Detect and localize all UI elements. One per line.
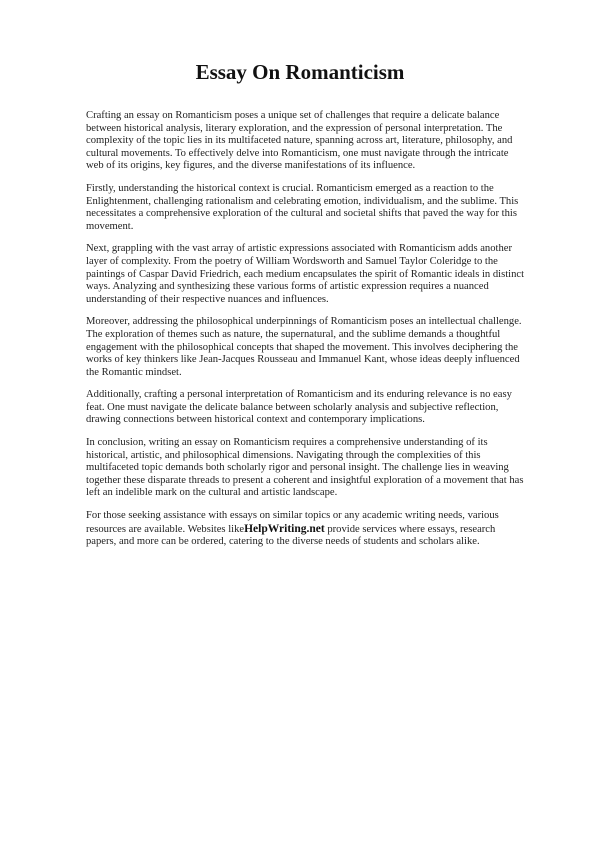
document-title: Essay On Romanticism xyxy=(195,60,405,84)
paragraph-conclusion: In conclusion, writing an essay on Romanticism requires a comprehensive understanding of its historical, artistic, and philosophical dimensions. Navigating through the complexities of this multifaceted topic demands both scholarly rigor and personal insight. The challenge lies in weaving together these disparate threads to present a coherent and insightful exploration of a movement that has left an indelible mark on the cultural and artistic landscape. xyxy=(86,437,524,499)
paragraph-personal-interpretation: Additionally, crafting a personal interpretation of Romanticism and its enduring relevance is no easy feat. One must navigate the delicate balance between scholarly analysis and subjective reflection, drawing connections between historical context and contemporary implications. xyxy=(86,389,512,426)
paragraph-intro: Crafting an essay on Romanticism poses a unique set of challenges that require a delicate balance between historical analysis, literary exploration, and the expression of personal interpretation. The complexity of the topic lies in its multifaceted nature, spanning across art, literature, philosophy, and cultural movements. To effectively delve into Romanticism, one must navigate through the intricate web of its origins, key figures, and the diverse manifestations of its influence. xyxy=(86,110,513,172)
paragraph-resources xyxy=(86,510,526,549)
paragraph-philosophical-underpinnings: Moreover, addressing the philosophical underpinnings of Romanticism poses an intellectual challenge. The exploration of themes such as nature, the supernatural, and the sublime demands a thoughtful engagement with the philosophical concepts that shaped the movement. This involves deciphering the works of key thinkers like Jean-Jacques Rousseau and Immanuel Kant, whose ideas deeply influenced the Romantic mindset. xyxy=(86,316,522,378)
document-body xyxy=(86,110,526,559)
helpwriting-link[interactable]: HelpWriting.net xyxy=(244,522,325,535)
paragraph-artistic-expressions: Next, grappling with the vast array of artistic expressions associated with Romanticism adds another layer of complexity. From the poetry of William Wordsworth and Samuel Taylor Coleridge to the paintings of Caspar David Friedrich, each medium encapsulates the spirit of Romantic ideals in distinct ways. Analyzing and synthesizing these various forms of artistic expression requires a nuanced understanding of their respective nuances and influences. xyxy=(86,243,525,305)
paragraph-historical-context: Firstly, understanding the historical context is crucial. Romanticism emerged as a reaction to the Enlightenment, challenging rationalism and celebrating emotion, individualism, and the sublime. This necessitates a comprehensive exploration of the cultural and societal shifts that paved the way for this movement. xyxy=(86,182,519,232)
resources-text-after-link: provide services where essays, research papers, and more can be ordered, catering to the diverse needs of students and scholars alike. xyxy=(86,523,496,548)
resources-text-before-link: For those seeking assistance with essays on similar topics or any academic writing needs, various resources are available. Websites like xyxy=(86,510,499,535)
